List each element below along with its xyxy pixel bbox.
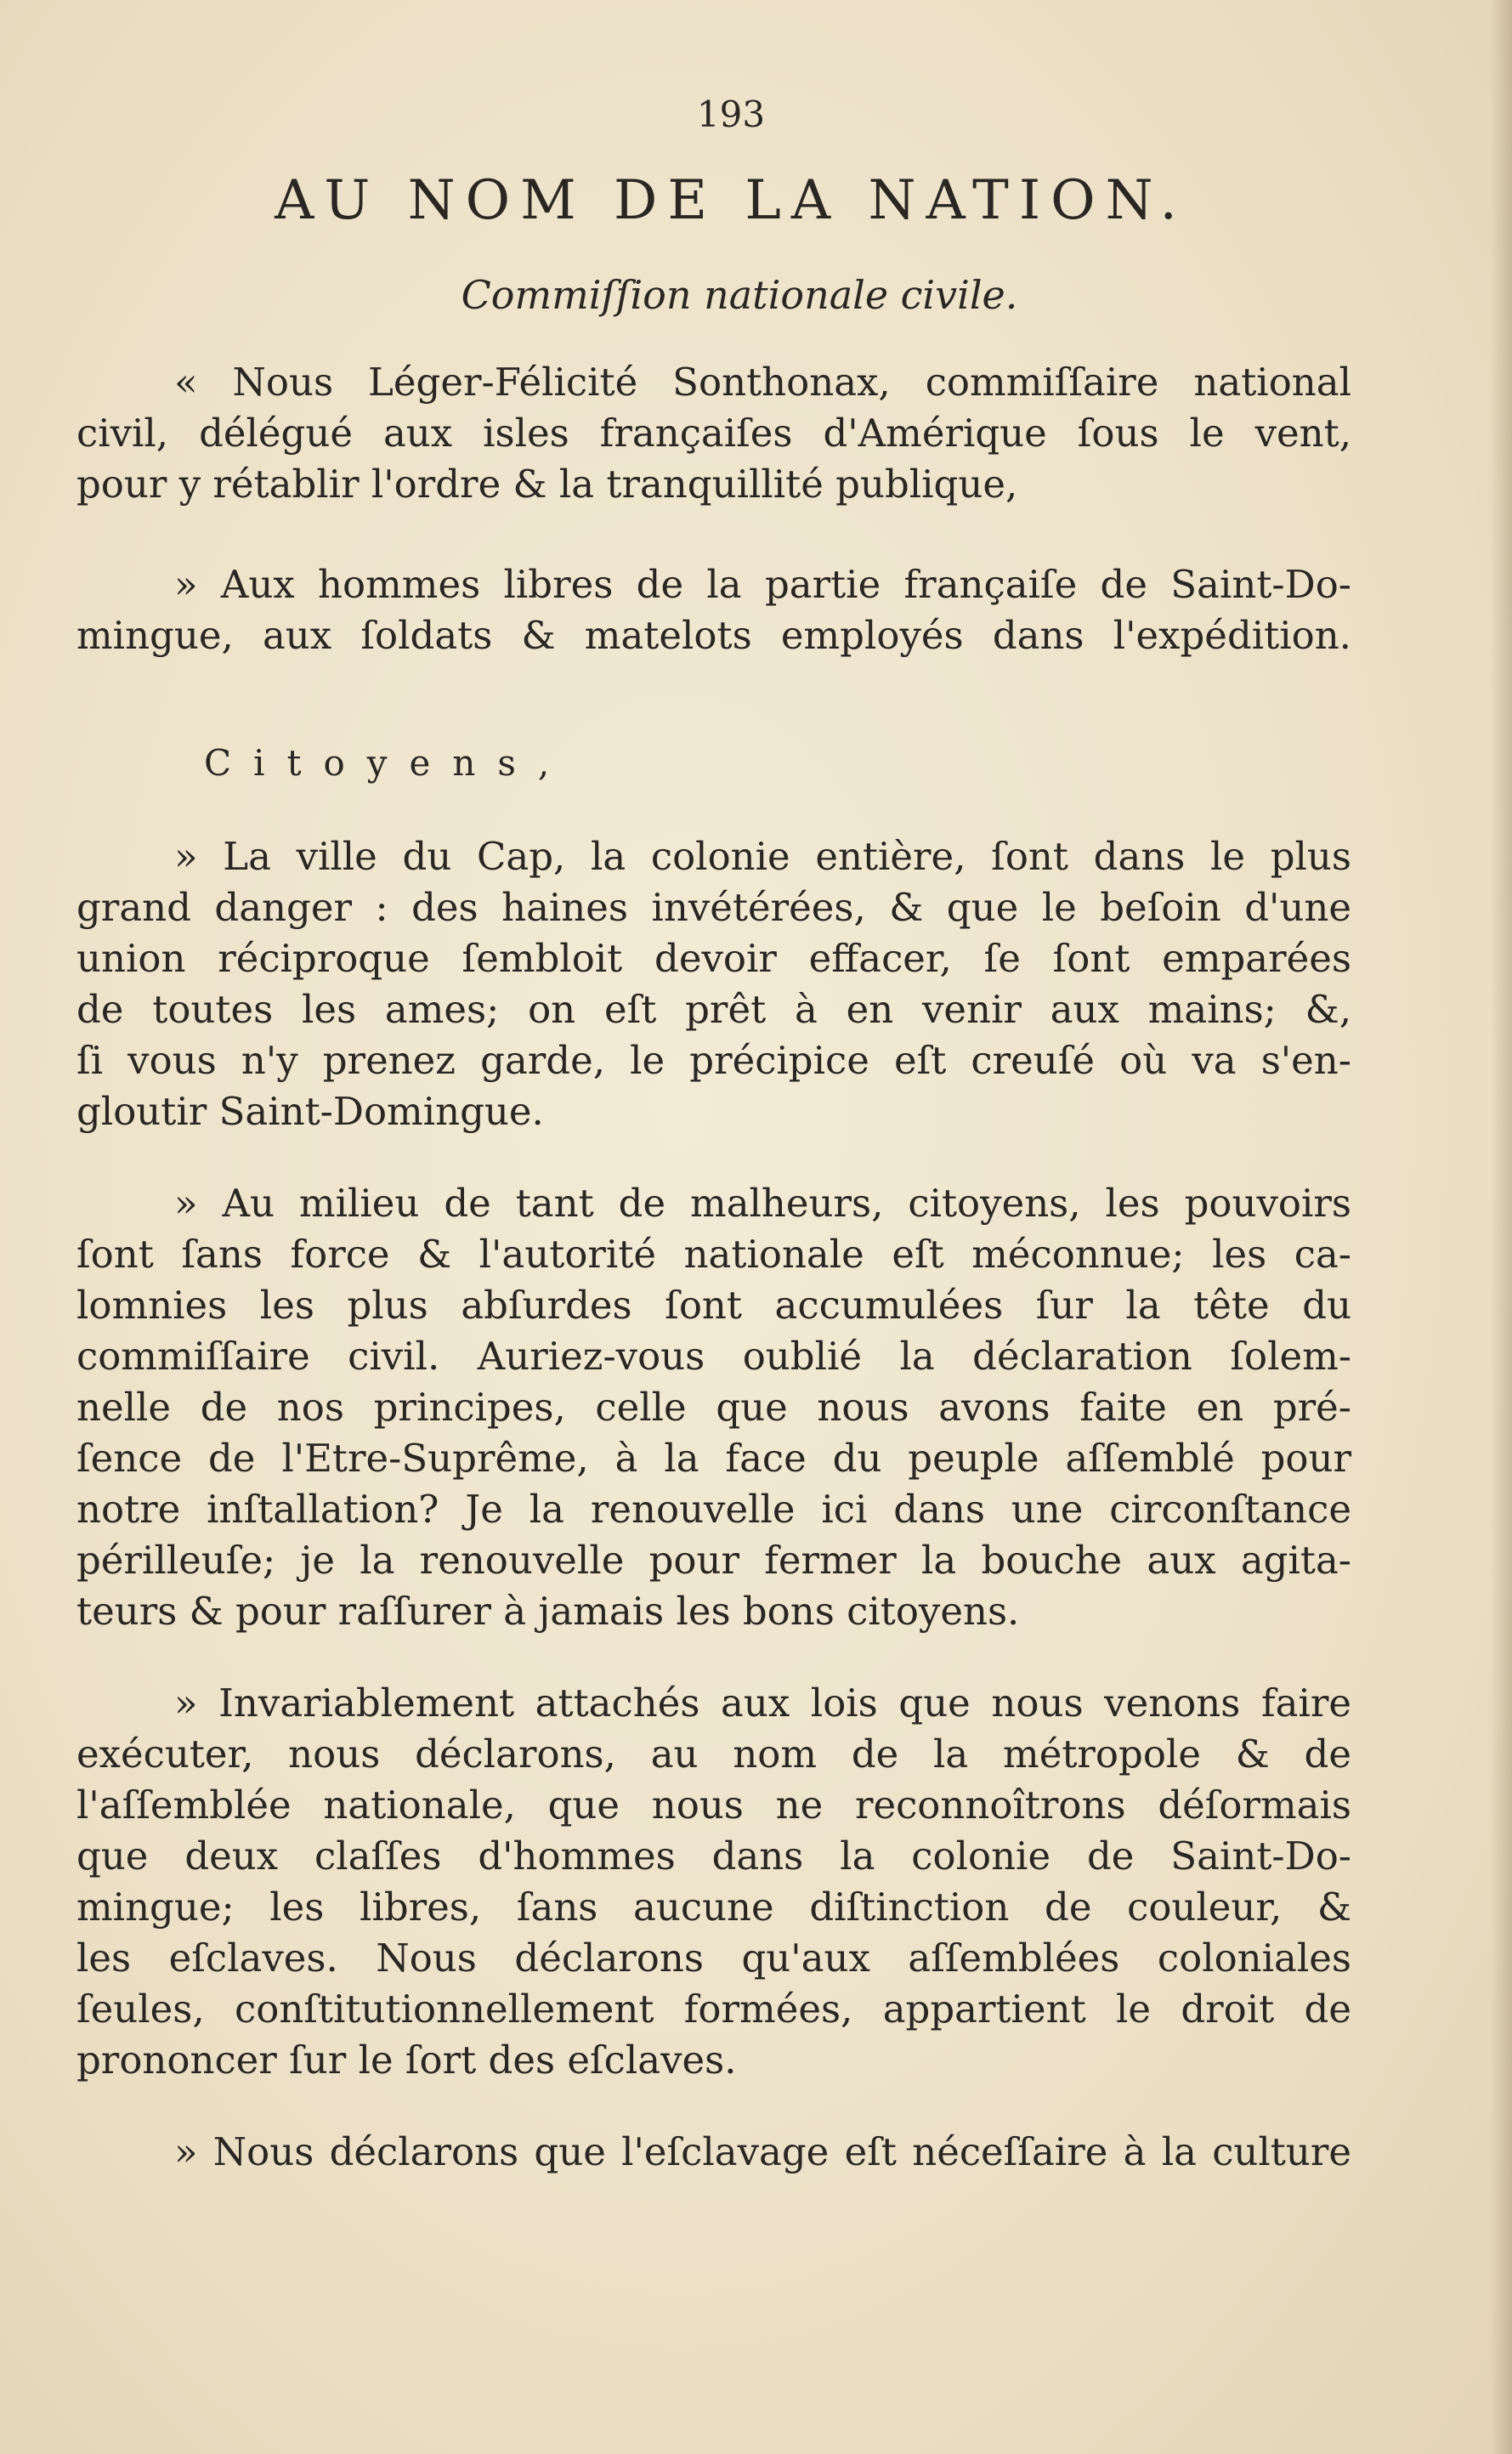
page-edge-shadow (1490, 0, 1512, 2454)
text-line: que deux claſſes d'hommes dans la colonie de Saint-Do- (76, 1833, 1351, 1879)
text-line: civil, délégué aux isles françaiſes d'Amérique ſous le vent, (76, 411, 1351, 456)
paragraph-declaration (76, 1178, 1351, 1637)
paragraph-slavery (76, 2127, 1351, 2178)
text-line: mingue, aux ſoldats & matelots employés dans l'expédition. (76, 613, 1351, 658)
text-line: ſence de l'Etre-Suprême, à la face du peuple aſſemblé pour (76, 1436, 1351, 1481)
page-title: AU NOM DE LA NATION. (275, 169, 1187, 232)
text-line: ſi vous n'y prenez garde, le précipice eſt creuſé où va s'en- (76, 1038, 1351, 1083)
text-line: commiſſaire civil. Auriez-vous oublié la déclaration ſolem- (76, 1334, 1351, 1379)
text-line: ſeules, conſtitutionnellement formées, appartient le droit de (76, 1986, 1351, 2032)
text-line: « Nous Léger-Félicité Sonthonax, commiſſaire national (174, 360, 1351, 405)
text-line: ſont ſans force & l'autorité nationale eſt méconnue; les ca- (76, 1232, 1351, 1277)
text-line: pour y rétablir l'ordre & la tranquillité publique, (76, 462, 1018, 507)
text-line: prononcer ſur le ſort des eſclaves. (76, 2037, 737, 2083)
paragraph-preamble (76, 357, 1351, 510)
text-line: » Au milieu de tant de malheurs, citoyens, les pouvoirs (174, 1181, 1351, 1226)
text-line: » La ville du Cap, la colonie entière, ſont dans le plus (174, 834, 1351, 879)
page-text (76, 85, 1351, 2178)
text-line: mingue; les libres, ſans aucune diſtinction de couleur, & (76, 1884, 1351, 1930)
text-line: de toutes les ames; on eſt prêt à en venir aux mains; &, (76, 987, 1351, 1032)
text-line: union réciproque ſembloit devoir effacer, ſe ſont emparées (76, 936, 1351, 981)
salutation: Citoyens, (204, 742, 572, 784)
text-line: » Invariablement attachés aux lois que nous venons faire (174, 1680, 1351, 1726)
text-line: périlleuſe; je la renouvelle pour fermer la bouche aux agita- (76, 1538, 1351, 1583)
paragraph-danger (76, 831, 1351, 1137)
text-line: nelle de nos principes, celle que nous avons faite en pré- (76, 1385, 1351, 1430)
text-line: lomnies les plus abſurdes ſont accumulées ſur la tête du (76, 1283, 1351, 1328)
text-line: » Nous déclarons que l'eſclavage eſt néceſſaire à la culture (174, 2129, 1351, 2174)
text-line: grand danger : des haines invétérées, & que le beſoin d'une (76, 885, 1351, 930)
text-line: exécuter, nous déclarons, au nom de la métropole & de (76, 1731, 1351, 1777)
text-line: teurs & pour raſſurer à jamais les bons citoyens. (76, 1589, 1020, 1634)
paragraph-classes (76, 1678, 1351, 2086)
paragraph-address (76, 559, 1351, 661)
page-number: 193 (696, 94, 766, 135)
text-line: gloutir Saint-Domingue. (76, 1089, 544, 1134)
text-line: les eſclaves. Nous déclarons qu'aux aſſemblées coloniales (76, 1935, 1351, 1981)
text-line: l'aſſemblée nationale, que nous ne reconnoîtrons déſormais (76, 1782, 1351, 1828)
text-line: » Aux hommes libres de la partie françaiſe de Saint-Do- (174, 562, 1351, 607)
page-subtitle: Commiſſion nationale civile. (461, 272, 1018, 318)
text-line: notre inſtallation? Je la renouvelle ici dans une circonſtance (76, 1487, 1351, 1532)
